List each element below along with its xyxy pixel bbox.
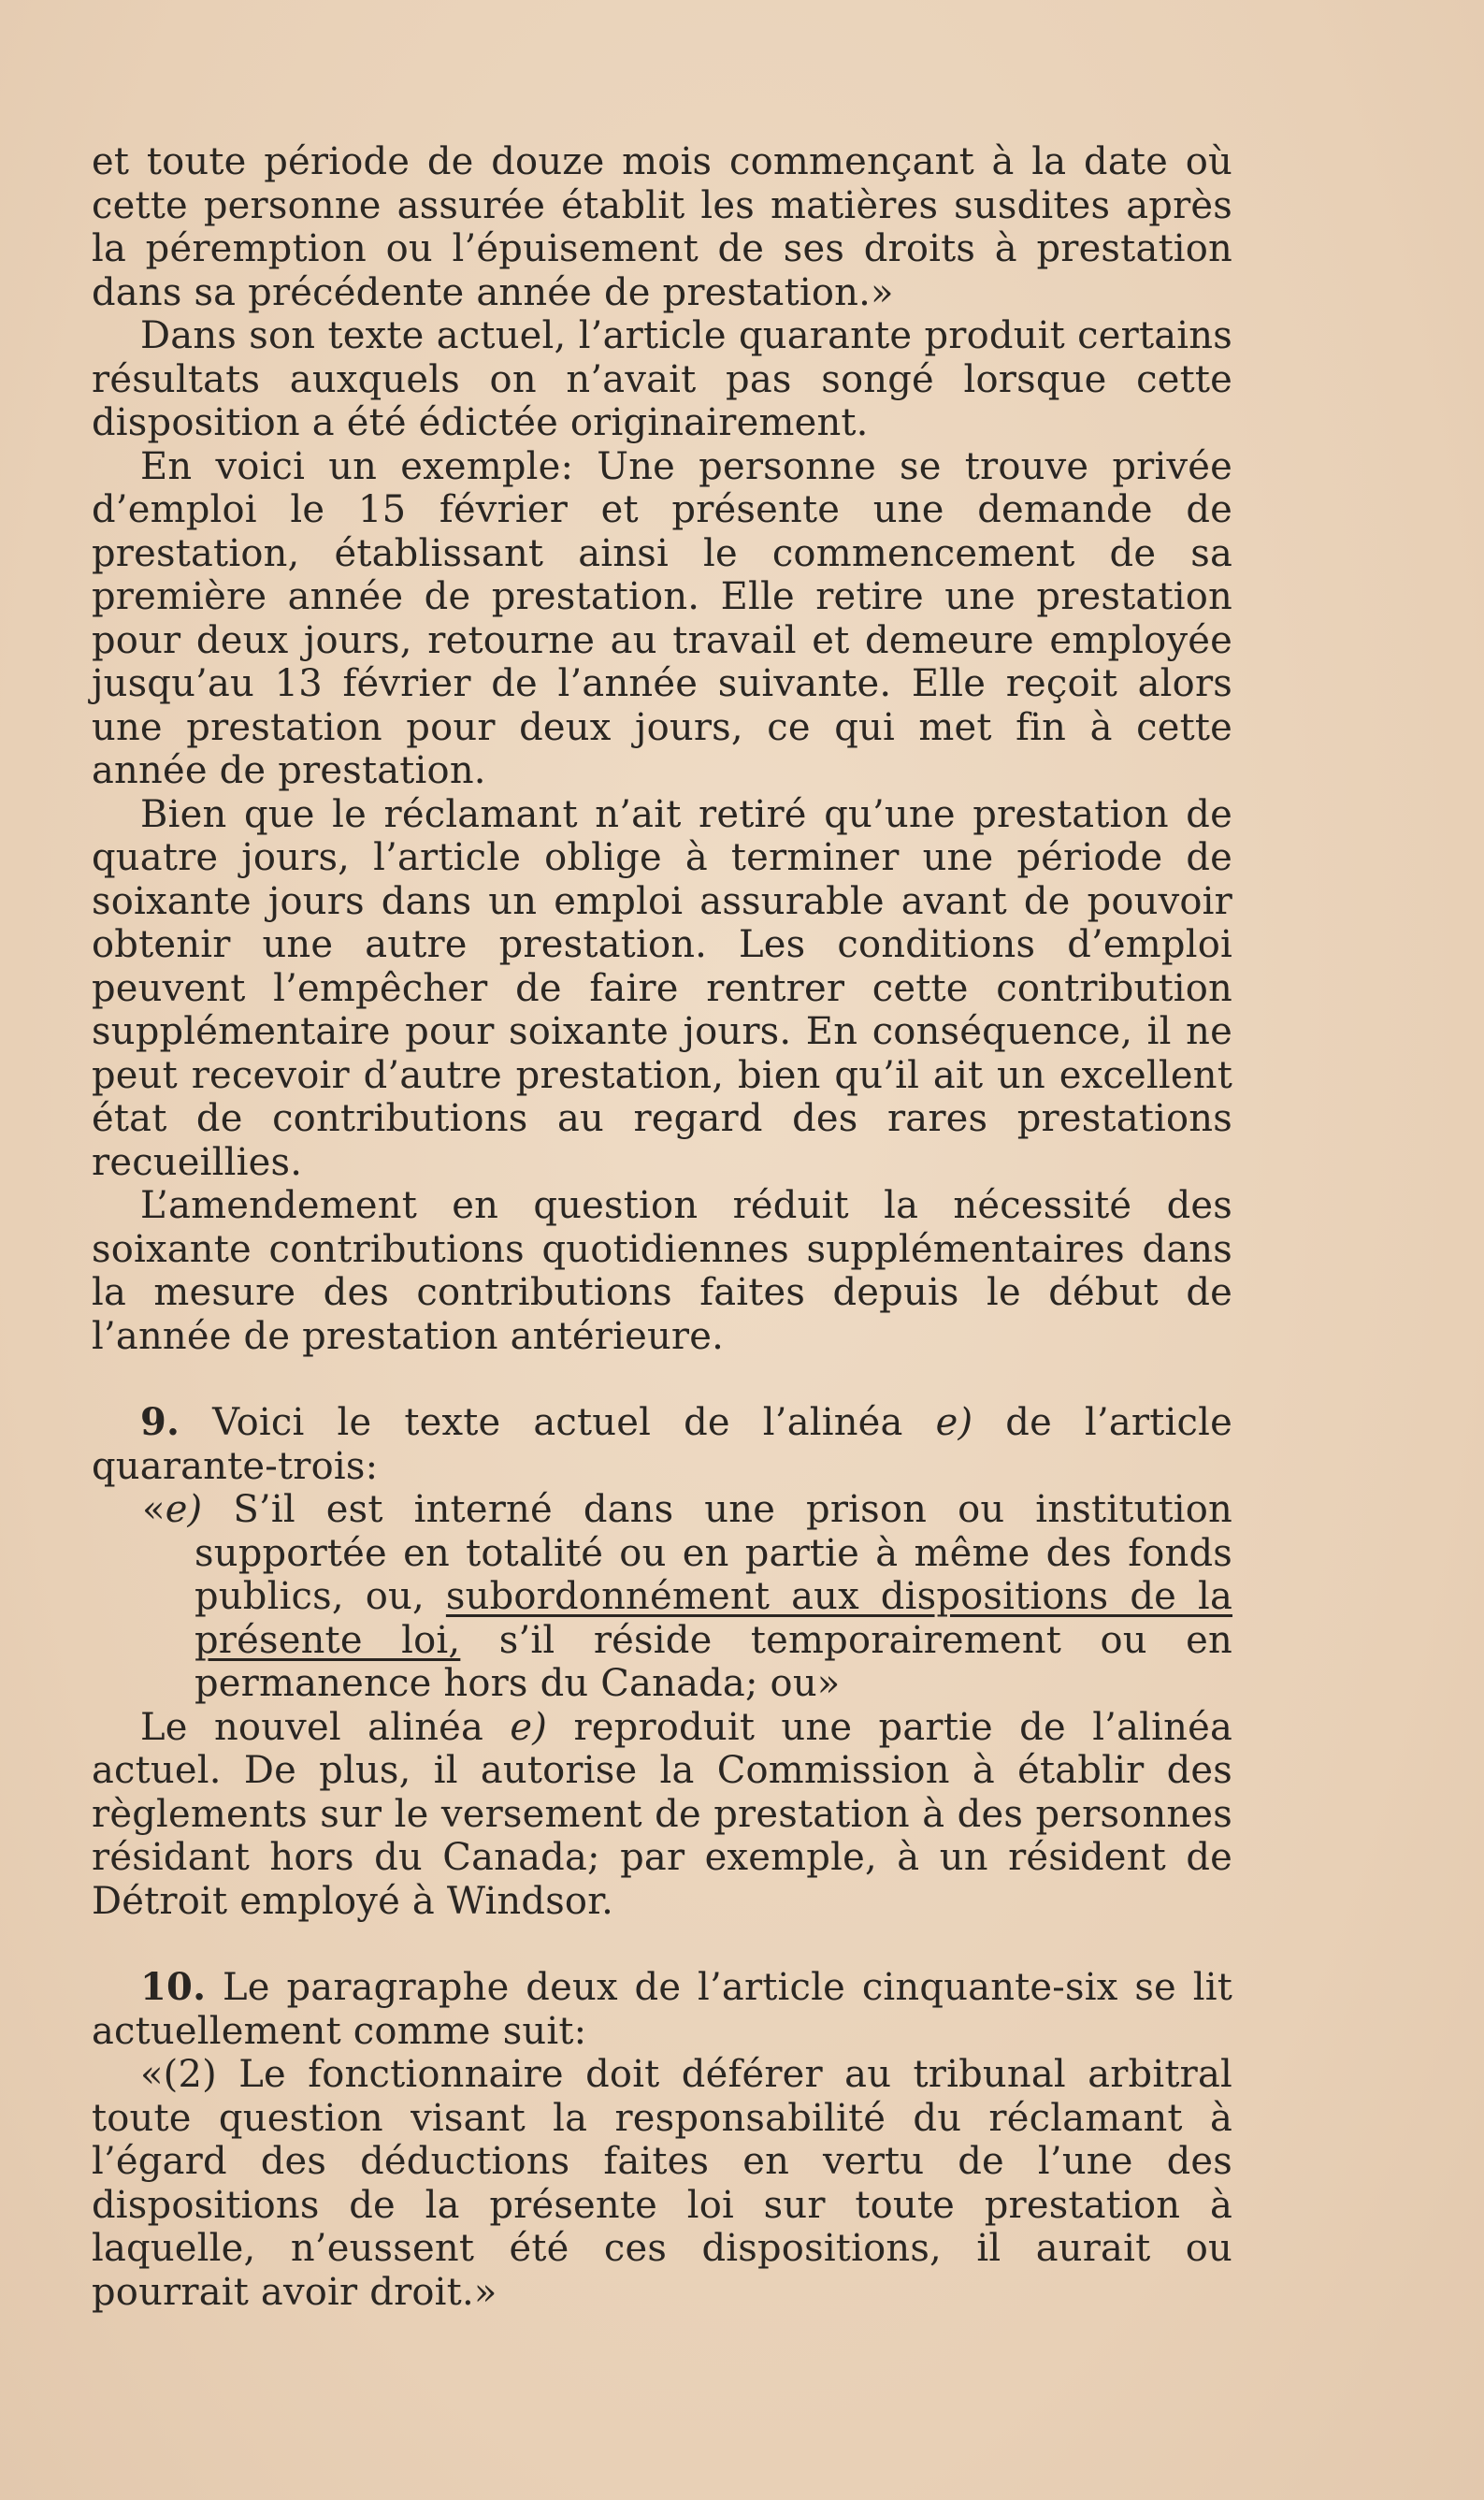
- paragraph: Le nouvel alinéa e) reproduit une partie de l’alinéa actuel. De plus, il autorise la Commission à établir des règlements sur le versement de prestation à des personnes résidant hors du Canada; par exemple, à un résident de Détroit employé à Windsor.: [92, 1705, 1233, 1923]
- section-10-quote: «(2) Le fonctionnaire doit déférer au tribunal arbitral toute question visant la responsabilité du réclamant à l’égard des déductions faites en vertu de l’une des dispositions de la présente loi sur toute prestation à laquelle, n’eussent été ces dispositions, il aurait ou pourrait avoir droit.»: [92, 2053, 1232, 2314]
- paragraph-continuation: et toute période de douze mois commençant à la date où cette personne assurée établit les matières susdites après la péremption ou l’épuisement de ses droits à prestation dans sa précédente année de prestation.»: [92, 140, 1232, 314]
- section-9-heading: 9. Voici le texte actuel de l’alinéa e) de l’article quarante-trois:: [92, 1400, 1232, 1488]
- section-10-heading: 10. Le paragraphe deux de l’article cinquante-six se lit actuellement comme suit:: [92, 1965, 1232, 2053]
- paragraph: En voici un exemple: Une personne se trouve privée d’emploi le 15 février et présente une demande de prestation, établissant ainsi le commencement de sa première année de prestation. Elle retire une prestation pour deux jours, retourne au travail et demeure employée jusqu’au 13 février de l’année suivante. Elle reçoit alors une prestation pour deux jours, ce qui met fin à cette année de prestation.: [92, 444, 1232, 792]
- paragraph: Dans son texte actuel, l’article quarante produit certains résultats auxquels on n’avait pas songé lorsque cette disposition a été édictée originairement.: [92, 314, 1232, 444]
- paragraph: L’amendement en question réduit la nécessité des soixante contributions quotidiennes supplémentaires dans la mesure des contributions faites depuis le début de l’année de prestation antérieure.: [92, 1184, 1232, 1358]
- spacer: [92, 1923, 1232, 1966]
- section-number: 9.: [140, 1400, 180, 1444]
- underlined-phrase: subordonnément aux dispositions de la présente loi,: [195, 1575, 1233, 1662]
- spacer: [92, 1358, 1232, 1401]
- section-number: 10.: [140, 1965, 207, 2009]
- section-9-quote: «e) S’il est interné dans une prison ou institution supportée en totalité ou en partie à même des fonds publics, ou, subordonnément aux dispositions de la présente loi, s’il réside temporairement ou en permanence hors du Canada; ou»: [142, 1488, 1233, 1705]
- paragraph: Bien que le réclamant n’ait retiré qu’une prestation de quatre jours, l’article oblige à terminer une période de soixante jours dans un emploi assurable avant de pouvoir obtenir une autre prestation. Les conditions d’emploi peuvent l’empêcher de faire rentrer cette contribution supplémentaire pour soixante jours. En conséquence, il ne peut recevoir d’autre prestation, bien qu’il ait un excellent état de contributions au regard des rares prestations recueillies.: [92, 792, 1232, 1184]
- body-text: [92, 140, 1232, 2314]
